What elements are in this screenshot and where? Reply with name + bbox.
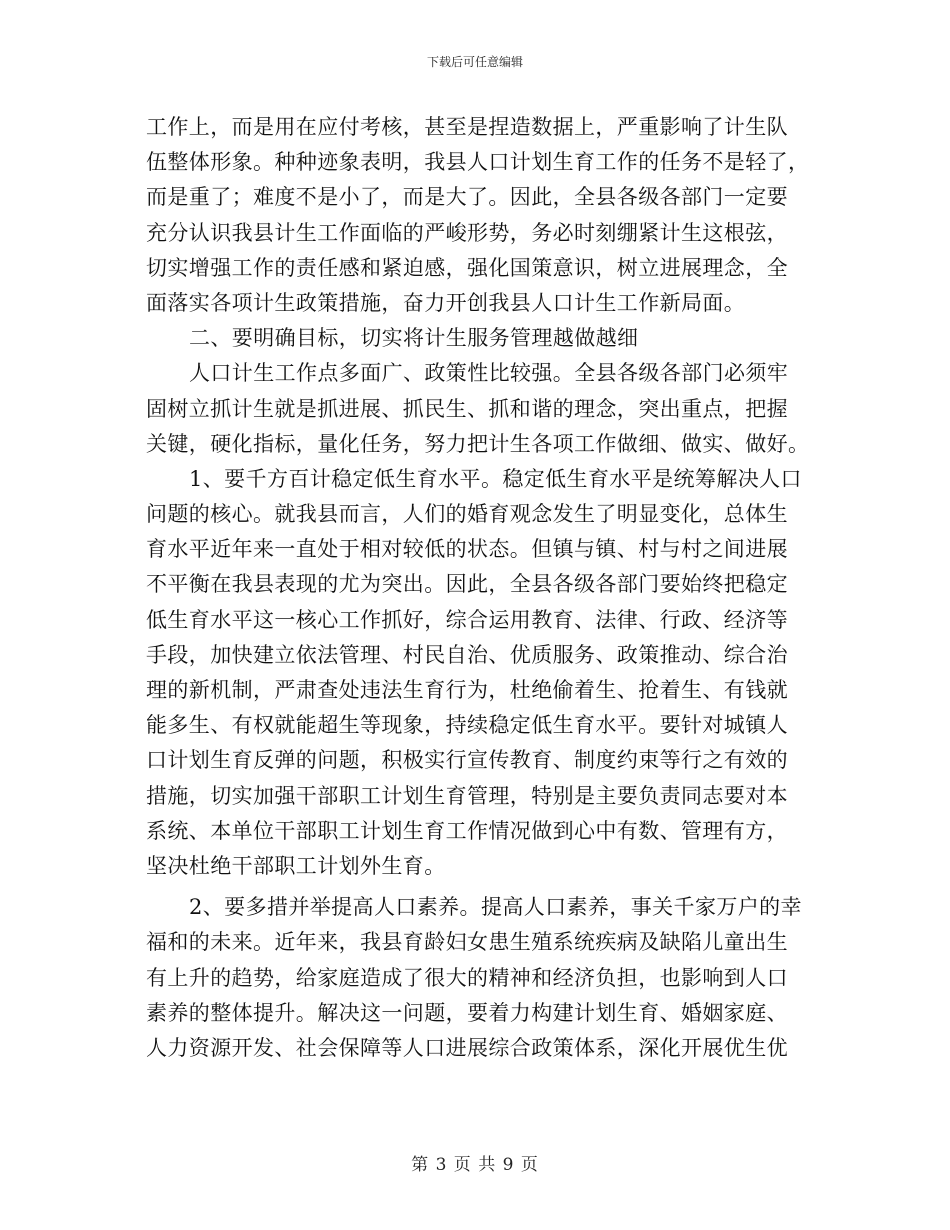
paragraph-4-line-3: 育水平近年来一直处于相对较低的状态。但镇与镇、村与村之间进展: [146, 537, 788, 562]
paragraph-5-line-5: 人力资源开发、社会保障等人口进展综合政策体系，深化开展优生优: [146, 1035, 788, 1060]
paragraph-3-line-1: 人口计生工作点多面广、政策性比较强。全县各级各部门必须牢: [189, 361, 789, 386]
paragraph-4-line-1: 1、要千方百计稳定低生育水平。稳定低生育水平是统筹解决人口: [189, 466, 802, 491]
paragraph-4-line-5: 低生育水平这一核心工作抓好，综合运用教育、法律、行政、经济等: [146, 607, 788, 632]
section-heading: 二、要明确目标，切实将计生服务管理越做越细: [189, 326, 639, 351]
paragraph-4-line-2: 问题的核心。就我县而言，人们的婚育观念发生了明显变化，总体生: [146, 502, 788, 527]
paragraph-5-line-4: 素养的整体提升。解决这一问题，要着力构建计划生育、婚姻家庭、: [146, 1000, 788, 1025]
paragraph-4-line-7: 理的新机制，严肃查处违法生育行为，杜绝偷着生、抢着生、有钱就: [146, 678, 788, 702]
paragraph-4-line-9: 口计划生育反弹的问题，积极实行宣传教育、制度约束等行之有效的: [146, 748, 788, 773]
paragraph-1-line-5: 切实增强工作的责任感和紧迫感，强化国策意识，树立进展理念，全: [146, 255, 788, 280]
page-footer: 第 3 页 共 9 页: [411, 1155, 539, 1175]
paragraph-5-line-2: 福和的未来。近年来，我县育龄妇女患生殖系统疾病及缺陷儿童出生: [146, 930, 788, 955]
paragraph-5-line-1: 2、要多措并举提高人口素养。提高人口素养，事关千家万户的幸: [189, 895, 802, 920]
paragraph-3-line-3: 关键，硬化指标，量化任务，努力把计生各项工作做细、做实、做好。: [146, 431, 810, 456]
paragraph-4-line-10: 措施，切实加强干部职工计划生育管理，特别是主要负责同志要对本: [146, 783, 788, 808]
page-header: 下载后可任意编辑: [426, 55, 523, 69]
paragraph-1-line-1: 工作上，而是用在应付考核，甚至是捏造数据上，严重影响了计生队: [146, 115, 788, 139]
paragraph-4-line-12: 坚决杜绝干部职工计划外生育。: [146, 853, 446, 878]
paragraph-1-line-4: 充分认识我县计生工作面临的严峻形势，务必时刻绷紧计生这根弦，: [146, 220, 788, 245]
paragraph-3-line-2: 固树立抓计生就是抓进展、抓民生、抓和谐的理念，突出重点，把握: [146, 396, 788, 421]
paragraph-1-line-3: 而是重了；难度不是小了，而是大了。因此，全县各级各部门一定要: [146, 185, 788, 210]
document-body: [146, 110, 810, 1066]
paragraph-5-line-3: 有上升的趋势，给家庭造成了很大的精神和经济负担，也影响到人口: [146, 965, 788, 990]
paragraph-4-line-8: 能多生、有权就能超生等现象，持续稳定低生育水平。要针对城镇人: [146, 713, 788, 738]
paragraph-1-line-2: 伍整体形象。种种迹象表明，我县人口计划生育工作的任务不是轻了，: [146, 150, 810, 175]
paragraph-1-line-6: 面落实各项计生政策措施，奋力开创我县人口计生工作新局面。: [146, 290, 746, 315]
paragraph-4-line-4: 不平衡在我县表现的尤为突出。因此，全县各级各部门要始终把稳定: [146, 572, 788, 597]
paragraph-4-line-6: 手段，加快建立依法管理、村民自治、优质服务、政策推动、综合治: [146, 642, 788, 667]
paragraph-4-line-11: 系统、本单位干部职工计划生育工作情况做到心中有数、管理有方，: [146, 818, 788, 843]
